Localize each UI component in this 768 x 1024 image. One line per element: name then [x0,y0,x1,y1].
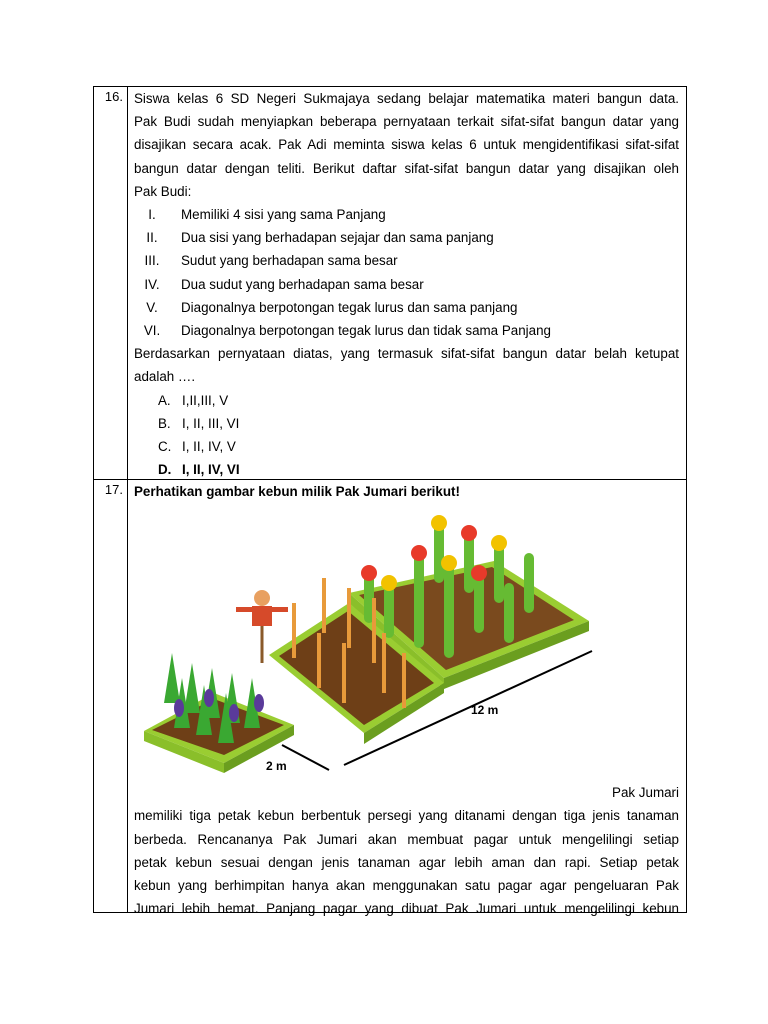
statement-item [134,249,679,272]
question-16-row [93,86,687,480]
question-number: 16. [94,87,128,479]
garden-drawing [134,503,681,781]
question-number: 17. [94,480,128,912]
question-17-paragraph [134,804,679,920]
option-letter: C. [158,439,172,455]
statement-text: Dua sudut yang berhadapan sama besar [181,276,424,292]
statement-text: Sudut yang berhadapan sama besar [181,253,398,269]
question-16-body [134,87,679,481]
option-text: I, II, IV, V [182,439,236,455]
statement-item [134,319,679,342]
statement-number: II. [146,230,158,246]
statement-item [134,273,679,296]
text-line: Pak Budi: [134,183,192,199]
q17-first-line: Pak Jumari [612,785,679,801]
statement-text: Diagonalnya berpotongan tegak lurus dan tidak sama Panjang [181,323,551,339]
text-line: kebun yang berhimpitan hanya akan menggunakan satu pagar agar pengeluaran Pak [134,878,679,894]
question-16-prompt [134,342,679,388]
text-line: memiliki tiga petak kebun berbentuk persegi yang ditanami dengan tiga jenis tanaman [134,808,679,824]
option-text: I,II,III, V [182,392,229,408]
statement-item [134,226,679,249]
text-line: Berdasarkan pernyataan diatas, yang termasuk sifat-sifat bangun datar belah ketupat [134,346,679,362]
statement-number: I. [148,207,156,223]
text-line: bangun datar dengan teliti. Berikut daftar sifat-sifat bangun datar yang disajikan oleh [134,160,679,176]
garden-illustration [134,503,679,781]
text-line: disajikan secara acak. Pak Adi meminta siswa kelas 6 untuk mengidentifikasi sifat-sifat [134,137,679,153]
statement-number: V. [146,299,158,315]
statement-text: Dua sisi yang berhadapan sejajar dan sama panjang [181,230,494,246]
statement-item [134,203,679,226]
option-letter: B. [158,415,171,431]
label-2m: 2 m [266,759,287,774]
option-text: I, II, IV, VI [182,462,240,478]
question-table [93,86,687,917]
text-line: petak kebun sesuai dengan jenis tanaman agar lebih aman dan rapi. Setiap petak [134,854,679,870]
question-17-body [134,480,679,920]
statement-text: Memiliki 4 sisi yang sama Panjang [181,207,386,223]
option-d [158,458,679,481]
option-c [158,435,679,458]
question-17-title: Perhatikan gambar kebun milik Pak Jumari berikut! [134,484,460,499]
question-16-intro [134,87,679,203]
label-12m: 12 m [471,703,499,718]
corn-plants [361,515,534,658]
statement-number: VI. [143,323,161,339]
statement-item [134,296,679,319]
option-b [158,412,679,435]
statement-number: IV. [144,276,160,292]
text-line: Jumari lebih hemat. Panjang pagar yang dibuat Pak Jumari untuk mengelilingi kebun [134,901,679,917]
question-17-row [93,480,687,917]
statement-number: III. [144,253,160,269]
text-line: adalah …. [134,369,196,385]
text-line: berbeda. Rencananya Pak Jumari akan membuat pagar untuk mengelilingi setiap [134,831,679,847]
dimension-line-2m [282,745,329,770]
text-line: Siswa kelas 6 SD Negeri Sukmajaya sedang belajar matematika materi bangun data. [134,91,679,106]
option-text: I, II, III, VI [182,415,240,431]
statement-text: Diagonalnya berpotongan tegak lurus dan sama panjang [181,299,518,315]
option-letter: D. [158,462,172,478]
option-letter: A. [158,392,171,408]
option-a [158,389,679,412]
text-line: Pak Budi sudah menyiapkan beberapa pernyataan terkait sifat-sifat bangun datar yang [134,114,679,130]
